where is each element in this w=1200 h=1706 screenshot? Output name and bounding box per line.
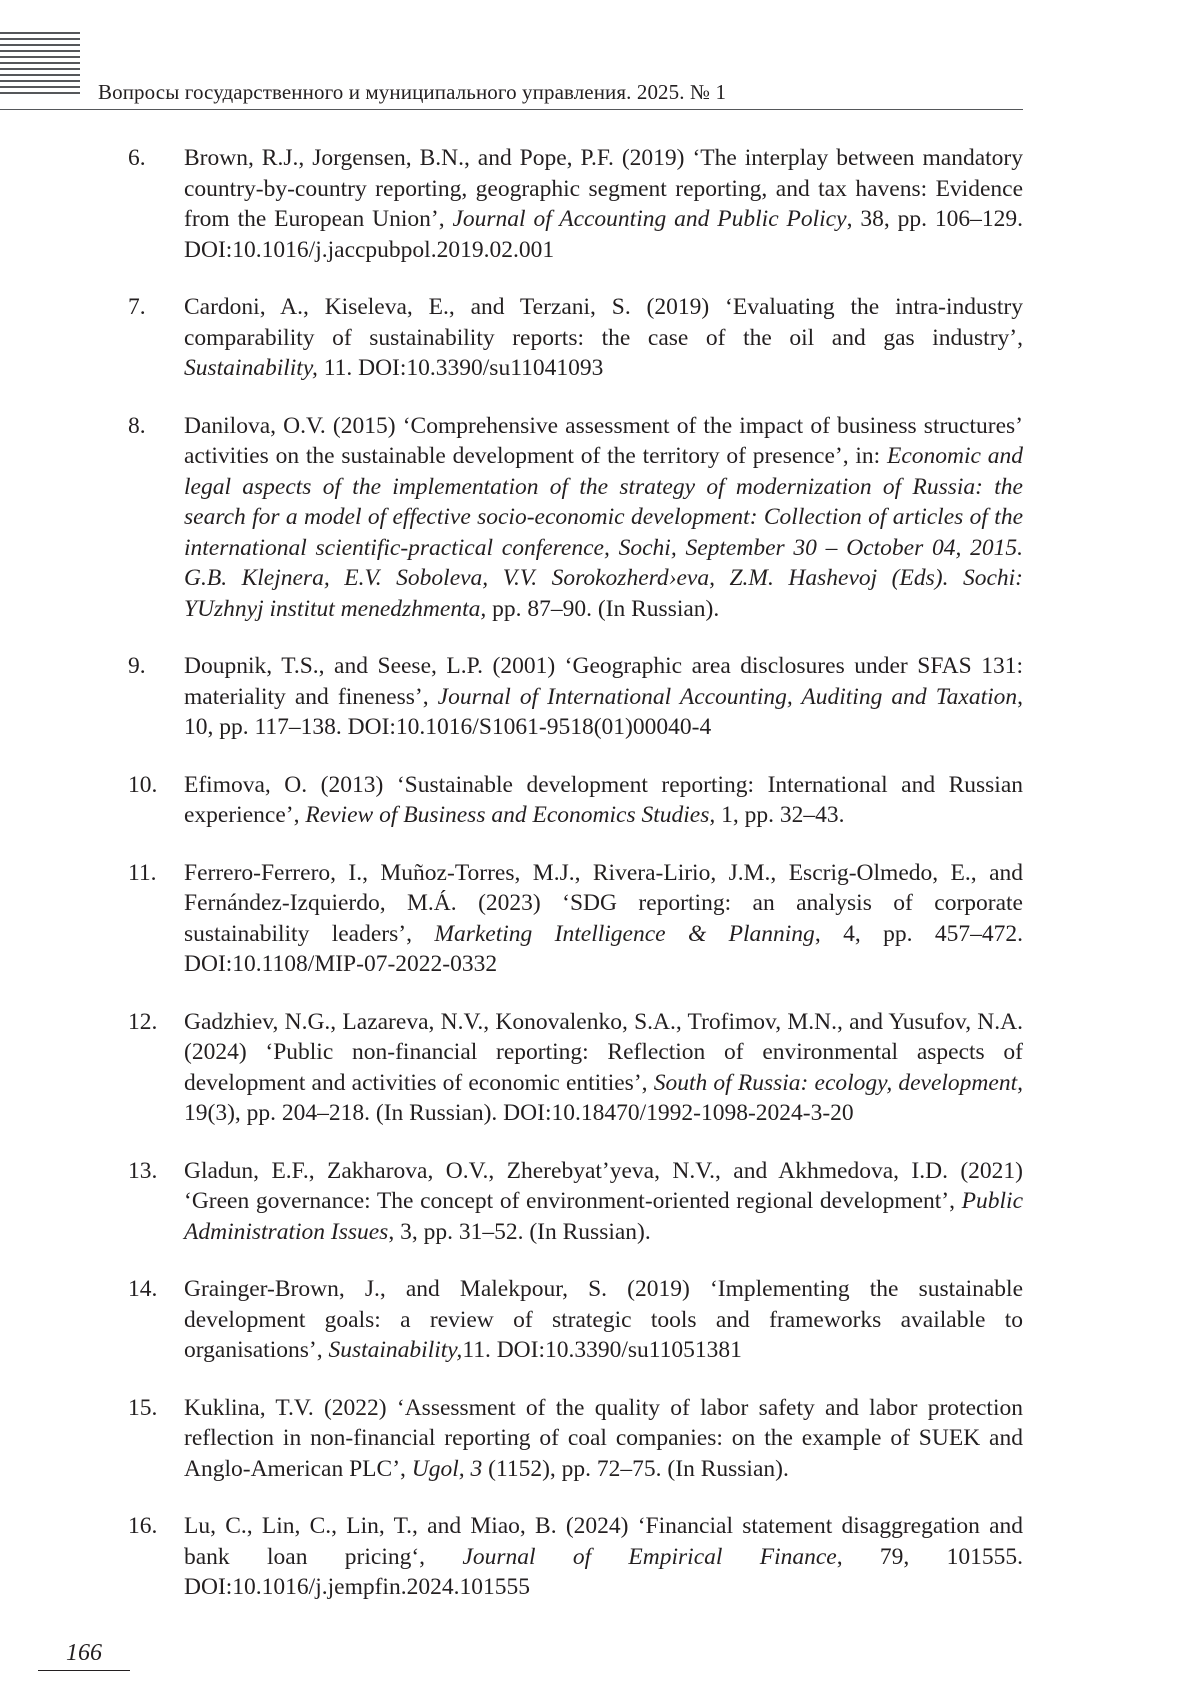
footer-rule xyxy=(38,1670,130,1671)
reference-item xyxy=(128,770,1023,831)
reference-number: 7. xyxy=(128,294,146,320)
reference-text xyxy=(184,653,1023,740)
reference-text-segment: , 79, 101555. DOI:10.1016/j.jempfin.2024.101555 xyxy=(184,1543,1024,1600)
reference-source-title: Journal of Accounting and Public Policy xyxy=(452,206,847,232)
reference-text-segment: Cardoni, A., Kiseleva, E., and Terzani, S. (2019) ‘Evaluating the intra-industry comparability of sustainability reports: the case of the oil and gas industry’, xyxy=(184,294,1023,351)
reference-text-segment: pp. 87–90. (In Russian). xyxy=(486,595,720,622)
reference-text-segment: Ferrero-Ferrero, I., Muñoz-Torres, M.J., Rivera-Lirio, J.M., Escrig-Olmedo, E., and Fernández-Izquierdo, M.Á. (2023) ‘SDG reporting: an analysis of corporate sustainability leaders’, xyxy=(184,859,1023,947)
reference-text-segment: , 38, pp. 106–129. DOI:10.1016/j.jaccpubpol.2019.02.001 xyxy=(184,206,1024,263)
reference-text-segment: Lu, C., Lin, C., Lin, T., and Miao, B. (2024) ‘Financial statement disaggregation and bank loan pricing‘, xyxy=(184,1513,1023,1570)
header-decoration xyxy=(0,32,80,98)
reference-text-segment: Kuklina, T.V. (2022) ‘Assessment of the quality of labor safety and labor protection reflection in non-financial reporting of coal companies: on the example of SUEK and Anglo-American PLC’, xyxy=(184,1394,1023,1482)
reference-source-title: Journal of Empirical Finance xyxy=(462,1543,837,1570)
reference-item xyxy=(128,143,1023,265)
reference-item xyxy=(128,1393,1023,1485)
reference-list xyxy=(128,143,1023,1630)
reference-number: 14. xyxy=(128,1276,158,1302)
reference-source-title: Public Administration Issues xyxy=(184,1188,1023,1245)
reference-text xyxy=(184,772,1023,829)
reference-number: 13. xyxy=(128,1157,158,1184)
reference-item xyxy=(128,1007,1023,1129)
reference-source-title: Sustainability, xyxy=(184,355,318,381)
reference-text-segment: 1, pp. 32–43. xyxy=(715,802,845,828)
reference-item xyxy=(128,651,1023,743)
reference-item xyxy=(128,1511,1023,1603)
reference-text xyxy=(184,1158,1023,1245)
reference-item xyxy=(128,411,1023,625)
reference-text-segment: Grainger-Brown, J., and Malekpour, S. (2019) ‘Implementing the sustainable development goals: a review of strategic tools and frameworks available to organisations’, xyxy=(184,1276,1023,1363)
reference-text xyxy=(184,1276,1023,1363)
reference-text-segment: Gadzhiev, N.G., Lazareva, N.V., Konovalenko, S.A., Trofimov, M.N., and Yusufov, N.A. (2024) ‘Public non-financial reporting: Reflection of environmental aspects of development and activities of economic entities’, xyxy=(184,1008,1023,1096)
reference-text xyxy=(184,1009,1023,1127)
header-rule xyxy=(0,109,1023,110)
reference-number: 10. xyxy=(128,771,158,798)
reference-item xyxy=(128,292,1023,384)
reference-number: 12. xyxy=(128,1008,158,1035)
reference-text xyxy=(184,860,1023,978)
page-number: 166 xyxy=(66,1640,102,1666)
reference-item xyxy=(128,1156,1023,1248)
reference-text xyxy=(184,145,1023,263)
reference-source-title: Journal of International Accounting, Auditing and Taxation xyxy=(437,683,1018,710)
reference-text xyxy=(184,294,1023,381)
reference-text-segment: Efimova, O. (2013) ‘Sustainable development reporting: International and Russian experience’, xyxy=(184,771,1023,828)
reference-number: 15. xyxy=(128,1394,158,1421)
reference-text-segment: Gladun, E.F., Zakharova, O.V., Zherebyat’yeva, N.V., and Akhmedova, I.D. (2021) ‘Green governance: The concept of environment-oriented regional development’, xyxy=(184,1157,1023,1214)
reference-source-title: South of Russia: ecology, development, xyxy=(653,1069,1023,1096)
reference-text-segment: (1152), pp. 72–75. (In Russian). xyxy=(482,1455,789,1482)
reference-text-segment: Danilova, O.V. (2015) ‘Comprehensive assessment of the impact of business structures’ activities on the sustainable development of the territory of presence’, in: xyxy=(184,412,1023,469)
reference-text xyxy=(184,1513,1023,1600)
reference-number: 9. xyxy=(128,653,146,679)
reference-number: 11. xyxy=(128,859,157,886)
reference-source-title: Economic and legal aspects of the implementation of the strategy of modernization of Russia: the search for a model of effective socio-economic development: Collection of articles of the international scientific-practical conference, Sochi, September 30 – October 04, 2015. G.B. Klejnera, E.V. Soboleva, V.V. Sorokozherd›eva, Z.M. Hashevoj (Eds). Sochi: YUzhnyj institut menedzhmenta, xyxy=(184,443,1023,622)
reference-source-title: Review of Business and Economics Studies, xyxy=(305,802,716,828)
reference-text-segment: 11. DOI:10.3390/su11051381 xyxy=(462,1337,742,1363)
reference-item xyxy=(128,1274,1023,1366)
reference-text xyxy=(184,1395,1023,1482)
reference-number: 16. xyxy=(128,1513,158,1539)
reference-source-title: Marketing Intelligence & Planning xyxy=(434,920,815,947)
reference-text-segment: Brown, R.J., Jorgensen, B.N., and Pope, P.F. (2019) ‘The interplay between mandatory country-by-country reporting, geographic segment reporting, and tax havens: Evidence from the European Union’, xyxy=(184,145,1023,232)
reference-text-segment: , 3, pp. 31–52. (In Russian). xyxy=(388,1218,651,1245)
reference-text-segment: Doupnik, T.S., and Seese, L.P. (2001) ‘Geographic area disclosures under SFAS 131: materiality and fineness’, xyxy=(184,653,1023,710)
running-title: Вопросы государственного и муниципального управления. 2025. № 1 xyxy=(98,80,727,104)
reference-text-segment: 11. DOI:10.3390/su11041093 xyxy=(317,355,604,381)
reference-text xyxy=(184,413,1023,622)
reference-source-title: Sustainability, xyxy=(328,1337,463,1363)
reference-number: 8. xyxy=(128,412,146,439)
reference-text-segment: , 4, pp. 457–472. DOI:10.1108/MIP-07-2022-0332 xyxy=(184,920,1024,977)
reference-source-title: Ugol, 3 xyxy=(411,1455,483,1482)
reference-text-segment: , 10, pp. 117–138. DOI:10.1016/S1061-9518(01)00040-4 xyxy=(184,683,1024,740)
reference-item xyxy=(128,858,1023,980)
reference-text-segment: 19(3), pp. 204–218. (In Russian). DOI:10.18470/1992-1098-2024-3-20 xyxy=(184,1100,854,1126)
reference-number: 6. xyxy=(128,145,146,171)
